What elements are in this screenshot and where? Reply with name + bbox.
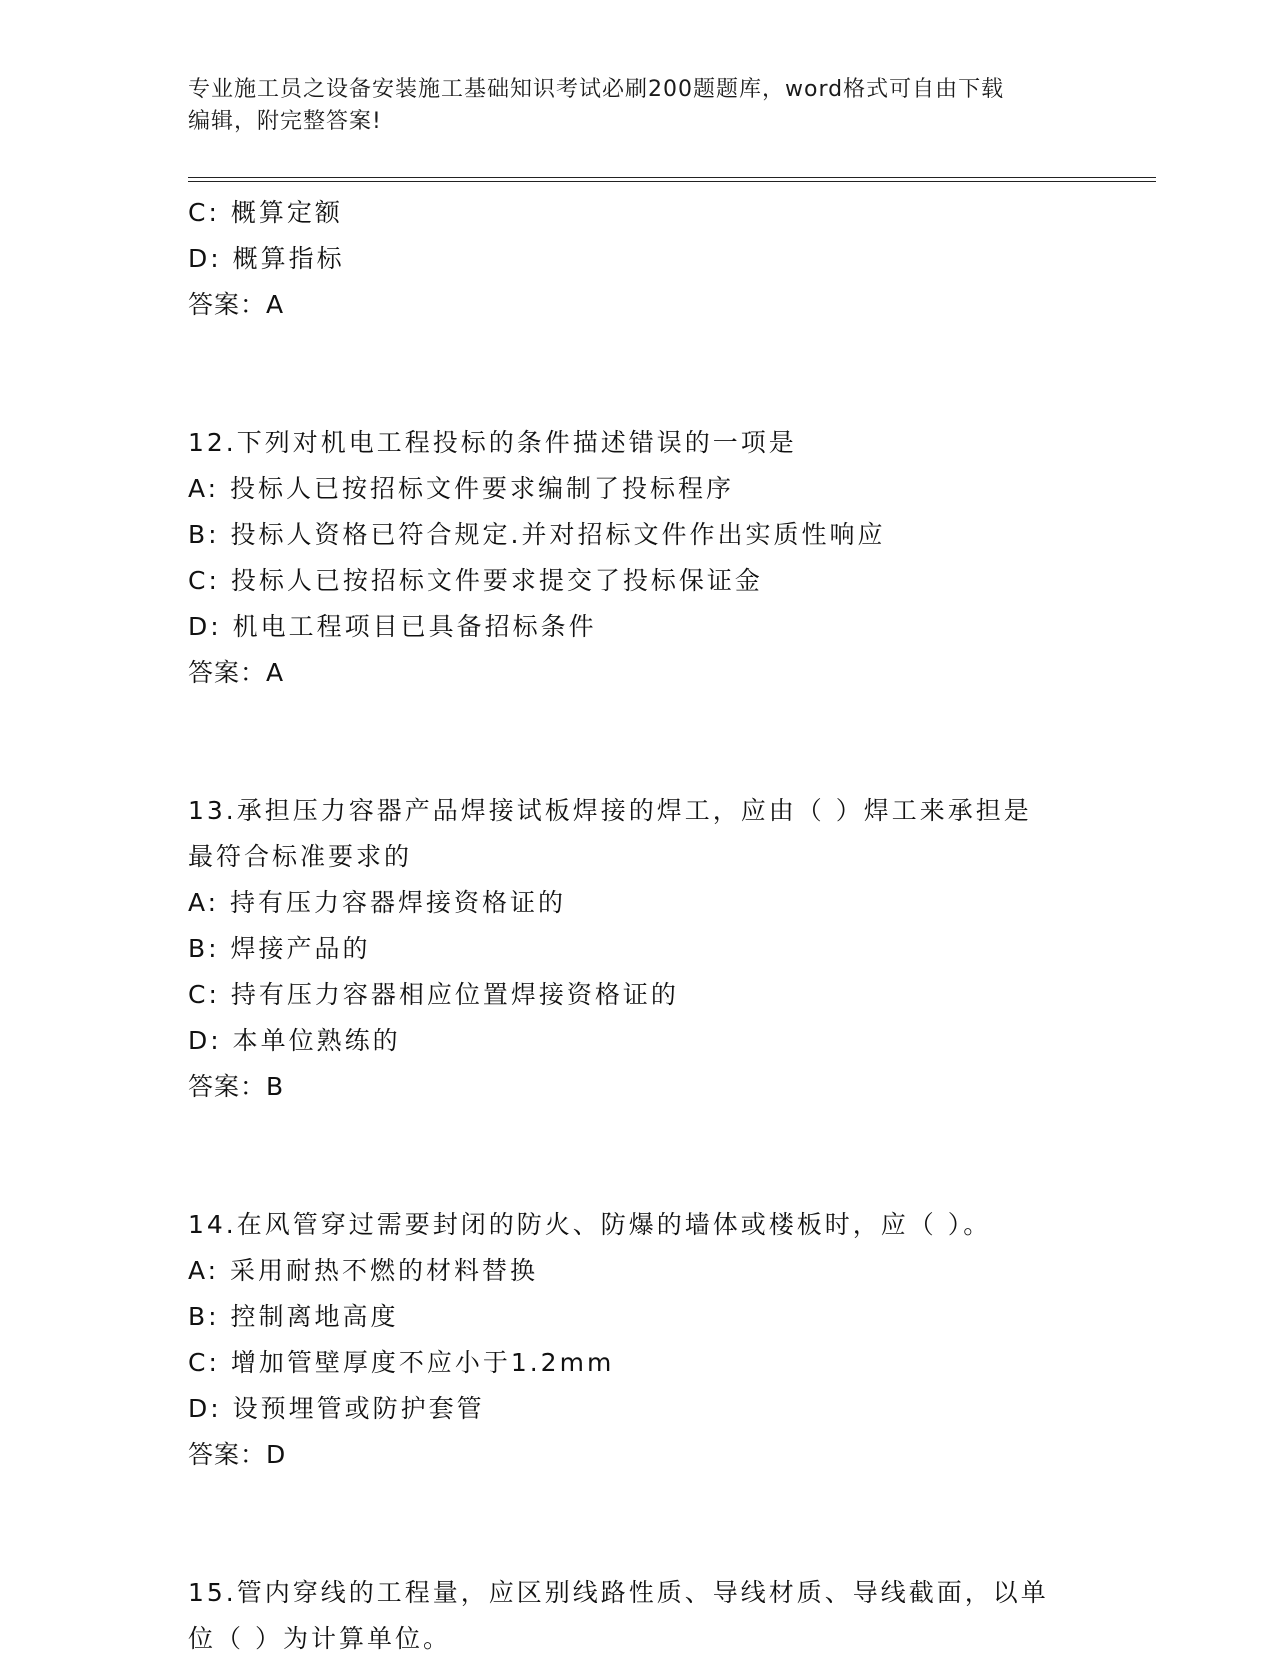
answer-line: 答案：A: [188, 658, 285, 687]
header-title-line-2: 编辑，附完整答案!: [188, 109, 382, 134]
question-spacer: [188, 1478, 1148, 1570]
question-13: [188, 788, 1148, 1110]
option-d: D: 机电工程项目已具备招标条件: [188, 612, 597, 641]
question-spacer: [188, 696, 1148, 788]
option-a: A: 持有压力容器焊接资格证的: [188, 888, 567, 917]
option-b: B: 控制离地高度: [188, 1302, 399, 1331]
header-divider-bottom: [188, 181, 1156, 182]
option-c: C: 增加管壁厚度不应小于1.2mm: [188, 1348, 615, 1377]
answer-line: 答案：D: [188, 1440, 287, 1469]
option-d: D: 本单位熟练的: [188, 1026, 401, 1055]
question-text-line-2: 最符合标准要求的: [188, 842, 413, 871]
question-text-line-1: 13.承担压力容器产品焊接试板焊接的焊工，应由（ ）焊工来承担是: [188, 796, 1032, 825]
question-text: 12.下列对机电工程投标的条件描述错误的一项是: [188, 428, 797, 457]
question-text-line-2: 位（ ）为计算单位。: [188, 1624, 451, 1653]
document-header: [188, 74, 1088, 138]
question-text: 14.在风管穿过需要封闭的防火、防爆的墙体或楼板时，应（ ）。: [188, 1210, 992, 1239]
question-spacer: [188, 1110, 1148, 1202]
question-list: [188, 190, 1148, 1662]
question-14: [188, 1202, 1148, 1478]
question-spacer: [188, 328, 1148, 420]
option-a: A: 投标人已按招标文件要求编制了投标程序: [188, 474, 735, 503]
answer-line: 答案：A: [188, 290, 285, 319]
question-15: [188, 1570, 1148, 1662]
question-text-line-1: 15.管内穿线的工程量，应区别线路性质、导线材质、导线截面，以单: [188, 1578, 1049, 1607]
option-b: B: 焊接产品的: [188, 934, 371, 963]
option-d: D: 概算指标: [188, 244, 345, 273]
option-a: A: 采用耐热不燃的材料替换: [188, 1256, 539, 1285]
option-b: B: 投标人资格已符合规定.并对招标文件作出实质性响应: [188, 520, 886, 549]
option-d: D: 设预埋管或防护套管: [188, 1394, 485, 1423]
question-12: [188, 420, 1148, 696]
option-c: C: 持有压力容器相应位置焊接资格证的: [188, 980, 679, 1009]
option-c: C: 投标人已按招标文件要求提交了投标保证金: [188, 566, 763, 595]
answer-line: 答案：B: [188, 1072, 285, 1101]
header-title-line-1: 专业施工员之设备安装施工基础知识考试必刷200题题库，word格式可自由下载: [188, 77, 1005, 102]
question-11: [188, 190, 1148, 328]
option-c: C: 概算定额: [188, 198, 343, 227]
header-divider-top: [188, 177, 1156, 178]
